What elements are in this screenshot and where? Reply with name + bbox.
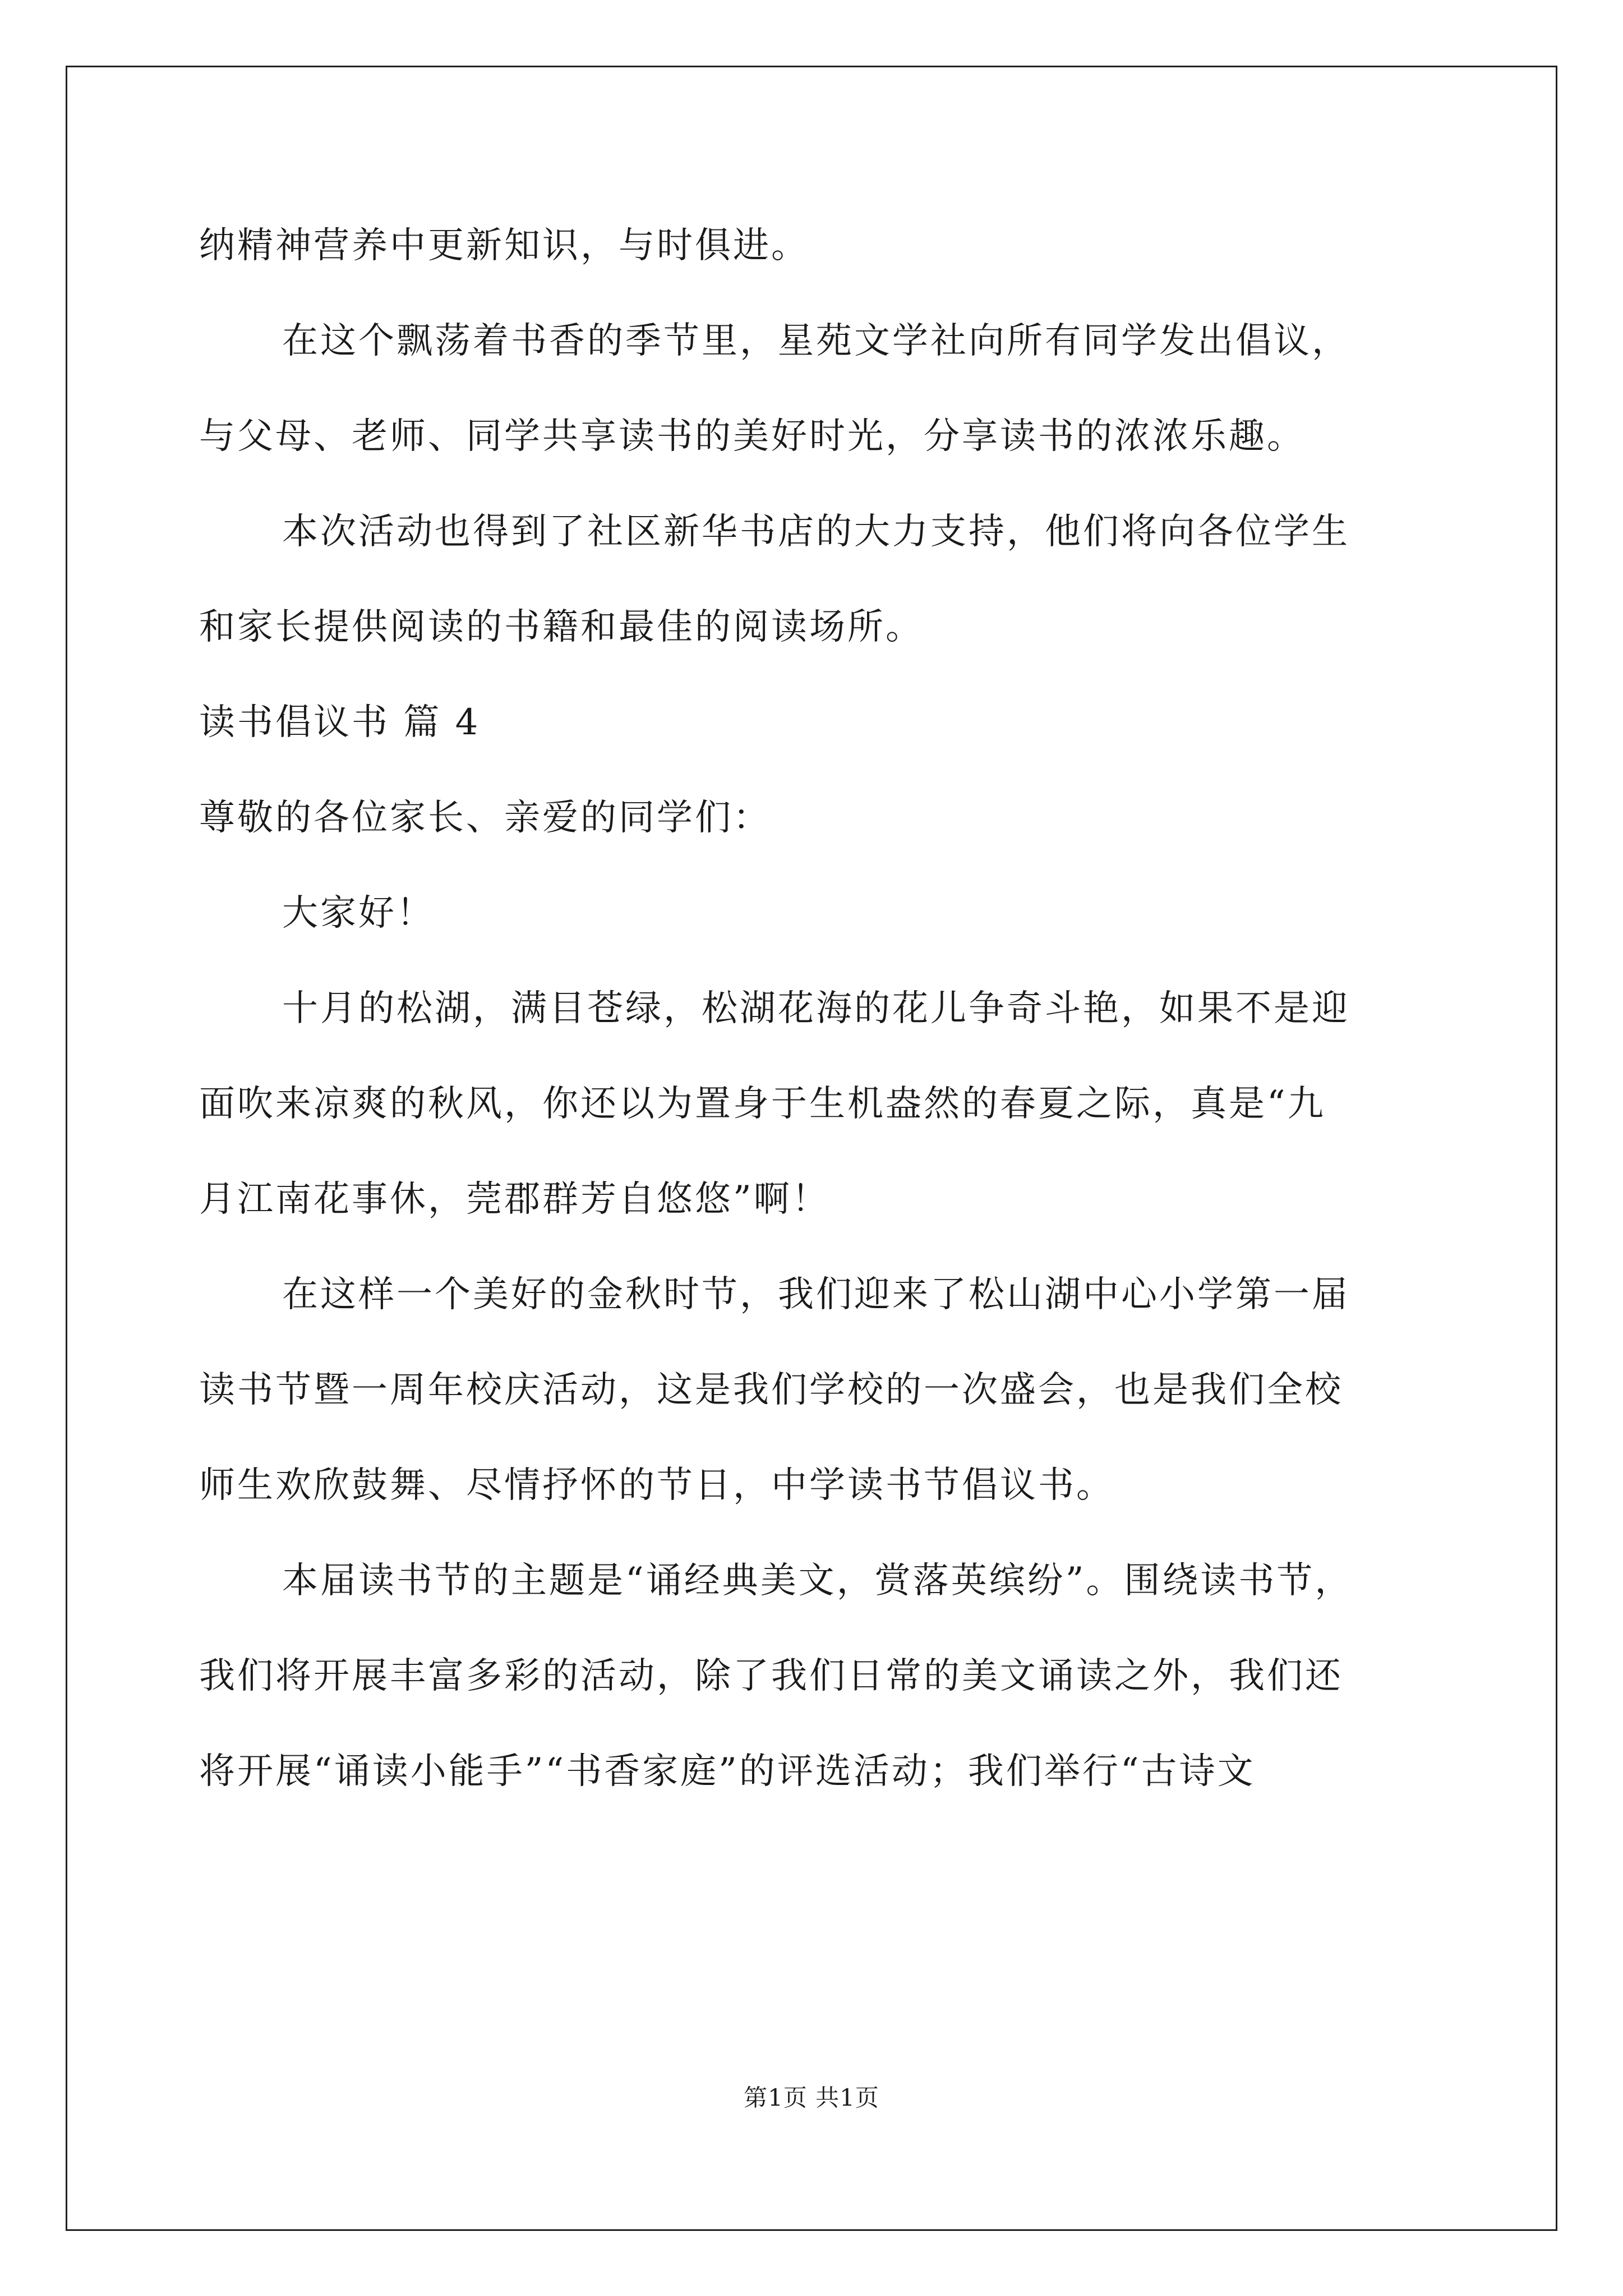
text-line: 我们将开展丰富多彩的活动，除了我们日常的美文诵读之外，我们还 — [199, 1655, 1343, 1697]
text-line: 读书节暨一周年校庆活动，这是我们学校的一次盛会，也是我们全校 — [199, 1369, 1343, 1411]
salutation: 尊敬的各位家长、亲爱的同学们： — [199, 797, 771, 839]
paragraph-line: 本次活动也得到了社区新华书店的大力支持，他们将向各位学生 — [282, 511, 1350, 553]
greeting: 大家好！ — [282, 892, 435, 934]
text-line: 师生欢欣鼓舞、尽情抒怀的节日，中学读书节倡议书。 — [199, 1465, 1114, 1506]
page-footer: 第1页 共1页 — [744, 2084, 879, 2111]
text-line: 和家长提供阅读的书籍和最佳的阅读场所。 — [199, 606, 924, 648]
paragraph-line: 在这个飘荡着书香的季节里，星苑文学社向所有同学发出倡议， — [282, 320, 1350, 362]
text-line: 将开展“诵读小能手”“书香家庭”的评选活动；我们举行“古诗文 — [199, 1751, 1256, 1792]
text-line: 与父母、老师、同学共享读书的美好时光，分享读书的浓浓乐趣。 — [199, 416, 1305, 457]
text-line: 月江南花事休，莞郡群芳自悠悠”啊！ — [199, 1179, 830, 1220]
paragraph-line: 本届读书节的主题是“诵经典美文，赏落英缤纷”。围绕读书节， — [282, 1560, 1353, 1602]
text-line: 纳精神营养中更新知识，与时俱进。 — [199, 225, 809, 266]
paragraph-line: 十月的松湖，满目苍绿，松湖花海的花儿争奇斗艳，如果不是迎 — [282, 988, 1350, 1029]
paragraph-line: 在这样一个美好的金秋时节，我们迎来了松山湖中心小学第一届 — [282, 1274, 1350, 1315]
page-border — [66, 66, 1557, 2231]
section-heading: 读书倡议书 篇 4 — [199, 702, 481, 743]
text-line: 面吹来凉爽的秋风，你还以为置身于生机盎然的春夏之际，真是“九 — [199, 1083, 1326, 1125]
